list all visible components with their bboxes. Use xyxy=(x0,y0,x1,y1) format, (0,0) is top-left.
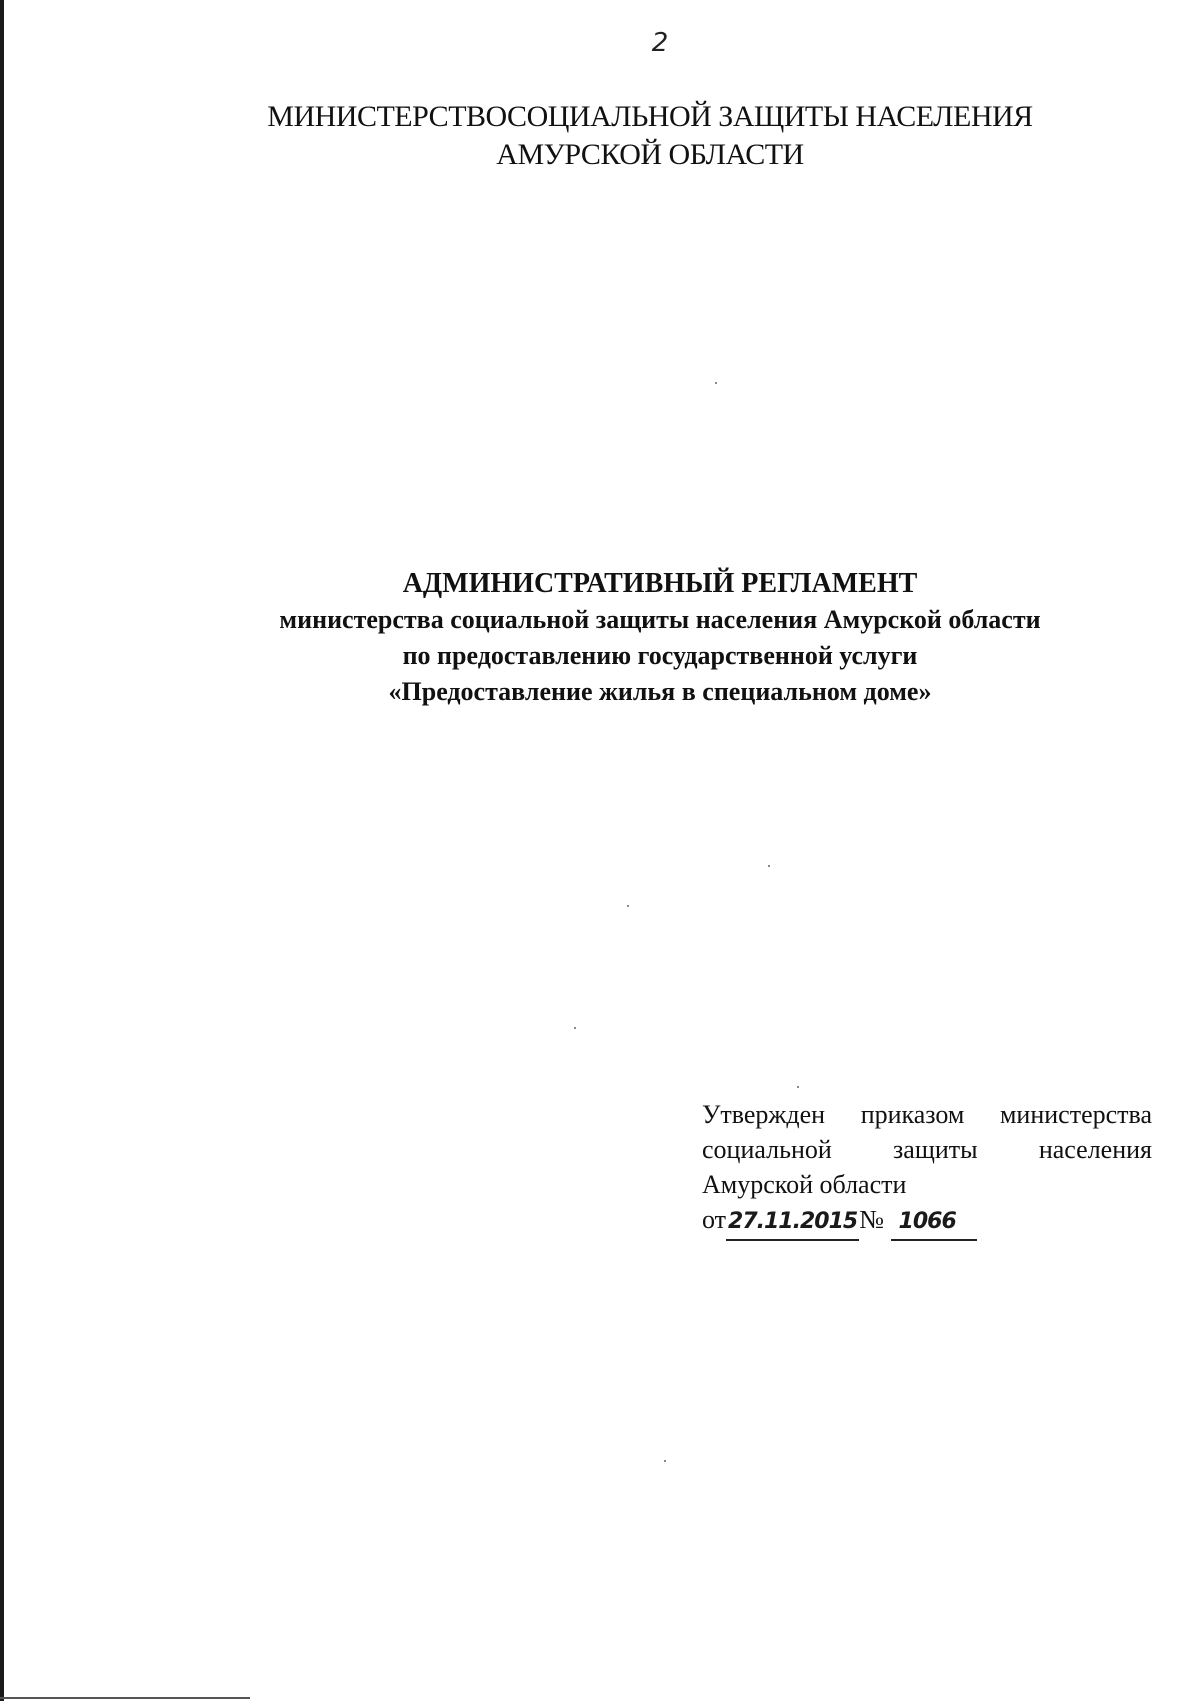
handwritten-number: 1066 xyxy=(891,1204,977,1241)
approval-date-line xyxy=(702,1202,1152,1241)
title-line-3: по предоставлению государственной услуги xyxy=(402,641,918,670)
scan-speck xyxy=(797,1086,799,1088)
scan-speck xyxy=(664,1460,666,1462)
scan-speck xyxy=(768,865,770,867)
organization-name-line-1: МИНИСТЕРСТВОСОЦИАЛЬНОЙ ЗАЩИТЫ НАСЕЛЕНИЯ xyxy=(267,100,1033,133)
scan-speck xyxy=(715,382,717,384)
organization-header xyxy=(260,98,1040,174)
title-line-2: министерства социальной защиты населения Амурской области xyxy=(279,605,1041,634)
approval-line-1: Утвержден приказом министерства xyxy=(702,1100,1152,1129)
title-line-4: «Предоставление жилья в специальном доме» xyxy=(388,677,932,706)
handwritten-date: 27.11.2015 xyxy=(726,1204,859,1241)
approval-line-3: Амурской области xyxy=(702,1170,907,1199)
approval-block xyxy=(702,1097,1152,1241)
date-prefix: от xyxy=(702,1205,727,1234)
scan-speck xyxy=(574,1027,576,1029)
scan-left-edge xyxy=(0,0,4,1701)
organization-name-line-2: АМУРСКОЙ ОБЛАСТИ xyxy=(496,138,804,171)
document-type: АДМИНИСТРАТИВНЫЙ РЕГЛАМЕНТ xyxy=(402,568,918,599)
scan-speck xyxy=(627,905,629,907)
number-prefix: № xyxy=(859,1205,885,1234)
page-number: 2 xyxy=(651,28,669,58)
document-title xyxy=(160,566,1160,710)
approval-line-2: социальной защиты населения xyxy=(702,1135,1152,1164)
scan-bottom-edge xyxy=(0,1697,250,1699)
